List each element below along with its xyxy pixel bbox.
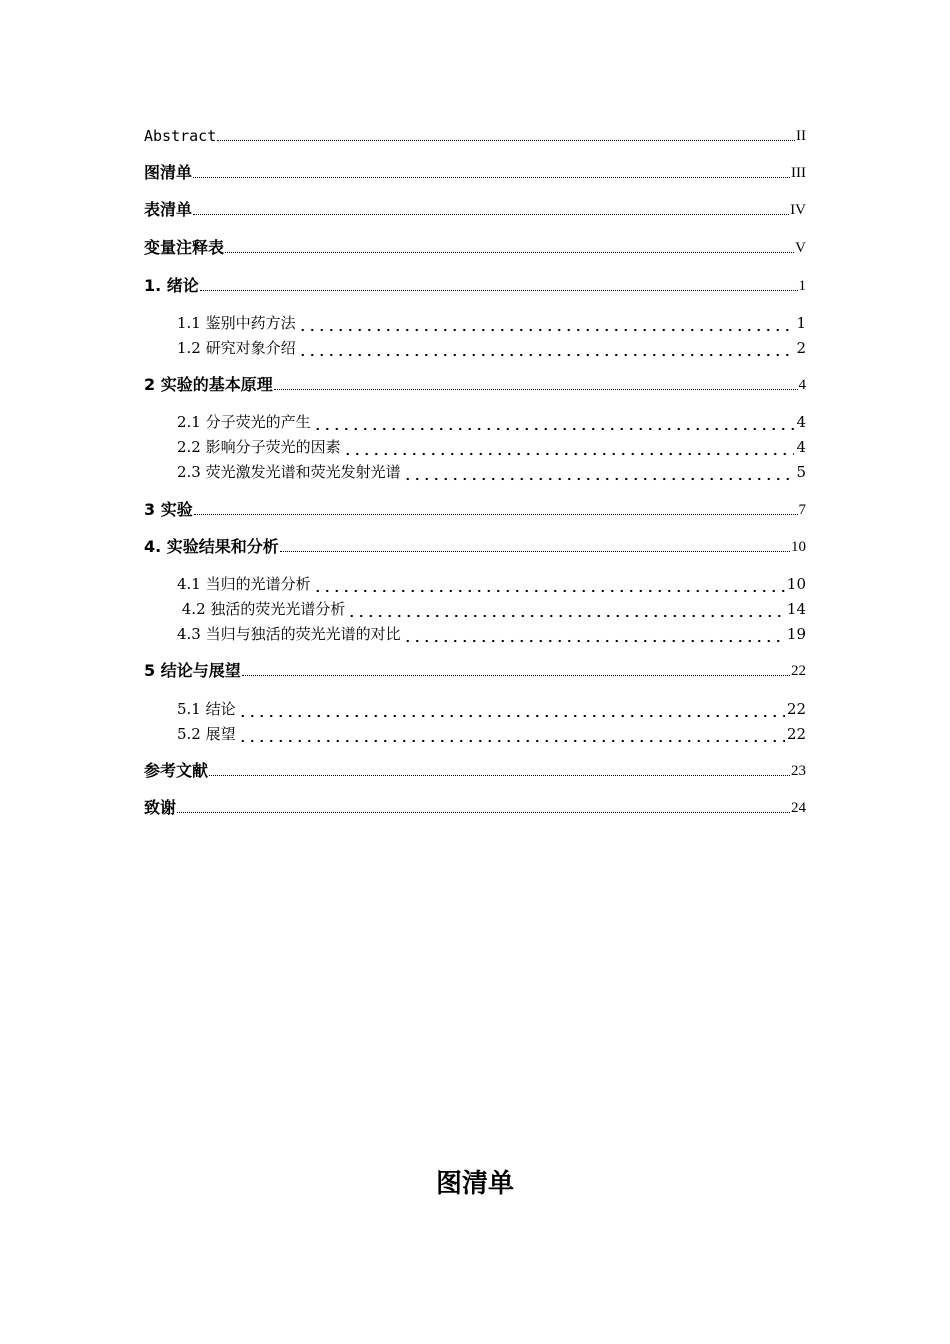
toc-page-number: 5: [796, 463, 806, 481]
toc-entry-abstract[interactable]: [144, 126, 806, 146]
toc-entry-label: 1. 绪论: [144, 276, 199, 295]
toc-entry-label: 2 实验的基本原理: [144, 375, 273, 394]
toc-entry-label: 3 实验: [144, 500, 193, 519]
toc-page-number: 10: [791, 539, 806, 555]
toc-leader-dots: [242, 675, 790, 676]
toc-entry-label: 5 结论与展望: [144, 661, 241, 680]
toc-entry-section-4-1[interactable]: [177, 574, 806, 594]
toc-leader-dots: [274, 389, 798, 390]
toc-leader-dots: [193, 177, 790, 178]
toc-entry-label: 5.1 结论: [177, 700, 236, 718]
toc-leader-dots: [343, 437, 795, 457]
toc-entry-label: 1.2 研究对象介绍: [177, 339, 296, 357]
toc-entry-chapter-1[interactable]: [144, 276, 806, 296]
toc-page-number: 19: [786, 625, 806, 643]
toc-entry-label: 4.1 当归的光谱分析: [177, 575, 311, 593]
toc-leader-dots: [298, 338, 795, 358]
toc-page-number: 23: [791, 763, 806, 779]
toc-entry-section-4-2[interactable]: [177, 599, 806, 619]
toc-leader-dots: [313, 574, 785, 594]
toc-entry-acknowledgements[interactable]: [144, 798, 806, 818]
toc-page-number: 4: [798, 377, 806, 393]
toc-leader-dots: [313, 412, 795, 432]
toc-entry-figure-list[interactable]: [144, 163, 806, 183]
toc-entry-label: 表清单: [144, 200, 193, 219]
toc-page-number: 10: [786, 575, 806, 593]
toc-leader-dots: [209, 775, 790, 776]
toc-entry-section-2-1[interactable]: [177, 412, 806, 432]
toc-page-number: 22: [786, 725, 806, 743]
toc-leader-dots: [193, 214, 789, 215]
toc-entry-section-2-3[interactable]: [177, 462, 806, 482]
toc-page-number: 4: [796, 438, 806, 456]
toc-page-number: IV: [790, 202, 806, 218]
toc-page-number: 24: [791, 800, 806, 816]
toc-entry-chapter-4[interactable]: [144, 537, 806, 557]
toc-leader-dots: [403, 624, 785, 644]
toc-entry-label: Abstract: [144, 127, 217, 145]
toc-page-number: 7: [798, 502, 806, 518]
toc-entry-label: 5.2 展望: [177, 725, 236, 743]
toc-page-number: 2: [796, 339, 806, 357]
toc-entry-label: 1.1 鉴别中药方法: [177, 314, 296, 332]
toc-entry-label: 4.2 独活的荧光光谱分析: [177, 600, 346, 618]
toc-page-number: 4: [796, 413, 806, 431]
toc-entry-label: 4. 实验结果和分析: [144, 537, 279, 556]
toc-leader-dots: [225, 252, 794, 253]
toc-entry-section-2-2[interactable]: [177, 437, 806, 457]
toc-entry-section-1-1[interactable]: [177, 313, 806, 333]
toc-leader-dots: [177, 812, 790, 813]
toc-page-number: 1: [798, 278, 806, 294]
toc-page-number: 14: [786, 600, 806, 618]
toc-entry-label: 4.3 当归与独活的荧光光谱的对比: [177, 625, 401, 643]
toc-entry-label: 2.3 荧光激发光谱和荧光发射光谱: [177, 463, 401, 481]
toc-leader-dots: [403, 462, 795, 482]
toc-page-number: 1: [796, 314, 806, 332]
toc-entry-label: 2.1 分子荧光的产生: [177, 413, 311, 431]
toc-entry-variable-table[interactable]: [144, 238, 806, 258]
toc-entry-section-4-3[interactable]: [177, 624, 806, 644]
toc-entry-label: 图清单: [144, 163, 193, 182]
toc-leader-dots: [298, 313, 795, 333]
toc-entry-label: 2.2 影响分子荧光的因素: [177, 438, 341, 456]
toc-entry-label: 变量注释表: [144, 238, 225, 257]
toc-leader-dots: [217, 140, 795, 141]
toc-entry-label: 致谢: [144, 798, 177, 817]
toc-leader-dots: [238, 699, 785, 719]
toc-entry-references[interactable]: [144, 761, 806, 781]
toc-page-number: 22: [786, 700, 806, 718]
toc-leader-dots: [200, 290, 798, 291]
toc-entry-table-list[interactable]: [144, 200, 806, 220]
toc-entry-chapter-5[interactable]: [144, 661, 806, 681]
toc-entry-section-5-1[interactable]: [177, 699, 806, 719]
toc-leader-dots: [347, 599, 785, 619]
toc-page-number: II: [796, 128, 806, 144]
toc-leader-dots: [238, 724, 785, 744]
toc-page-number: III: [791, 165, 806, 181]
toc-entry-chapter-2[interactable]: [144, 375, 806, 395]
toc-entry-section-1-2[interactable]: [177, 338, 806, 358]
toc-entry-section-5-2[interactable]: [177, 724, 806, 744]
toc-page-number: 22: [791, 663, 806, 679]
toc-entry-chapter-3[interactable]: [144, 500, 806, 520]
toc-entry-label: 参考文献: [144, 761, 209, 780]
toc-leader-dots: [194, 514, 798, 515]
toc-leader-dots: [280, 551, 790, 552]
toc-page-number: V: [795, 240, 806, 256]
section-heading-figure-list: 图清单: [435, 1169, 514, 1199]
